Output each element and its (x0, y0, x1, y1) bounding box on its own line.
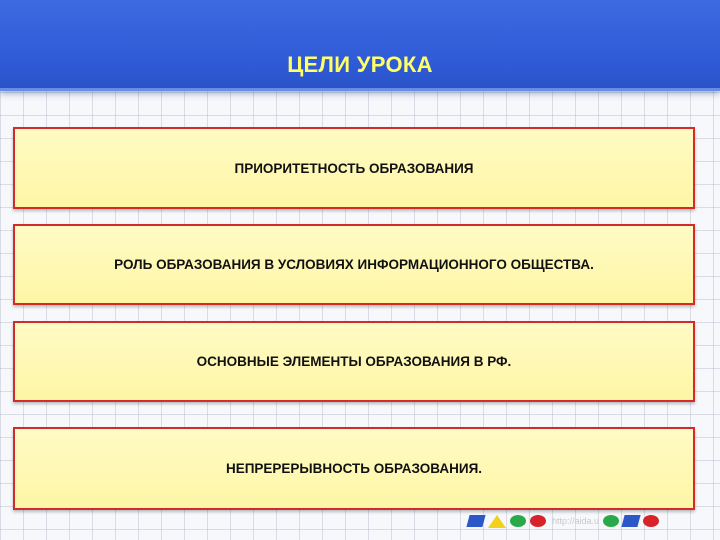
goal-text-2: РОЛЬ ОБРАЗОВАНИЯ В УСЛОВИЯХ ИНФОРМАЦИОННОГО ОБЩЕСТВА. (114, 257, 594, 272)
blue-cube-icon (466, 515, 485, 527)
goal-box-4 (13, 427, 695, 510)
goal-box-2 (13, 224, 695, 305)
green-disc-icon (603, 515, 619, 527)
yellow-triangle-icon (488, 515, 506, 528)
goal-text-1: ПРИОРИТЕТНОСТЬ ОБРАЗОВАНИЯ (234, 160, 474, 176)
blue-cube-icon (621, 515, 640, 527)
title-bar (0, 0, 720, 91)
goal-text-3: ОСНОВНЫЕ ЭЛЕМЕНТЫ ОБРАЗОВАНИЯ В РФ. (196, 354, 512, 369)
slide-title: ЦЕЛИ УРОКА (287, 52, 433, 77)
decorative-shapes-strip (468, 510, 720, 532)
goal-box-3 (13, 321, 695, 402)
goal-box-1 (13, 127, 695, 209)
watermark-url: http://aida.u (552, 516, 600, 526)
red-disc-icon (530, 515, 546, 527)
red-disc-icon (643, 515, 659, 527)
green-disc-icon (510, 515, 526, 527)
goal-text-4: НЕПРЕРЕРЫВНОСТЬ ОБРАЗОВАНИЯ. (225, 461, 483, 476)
